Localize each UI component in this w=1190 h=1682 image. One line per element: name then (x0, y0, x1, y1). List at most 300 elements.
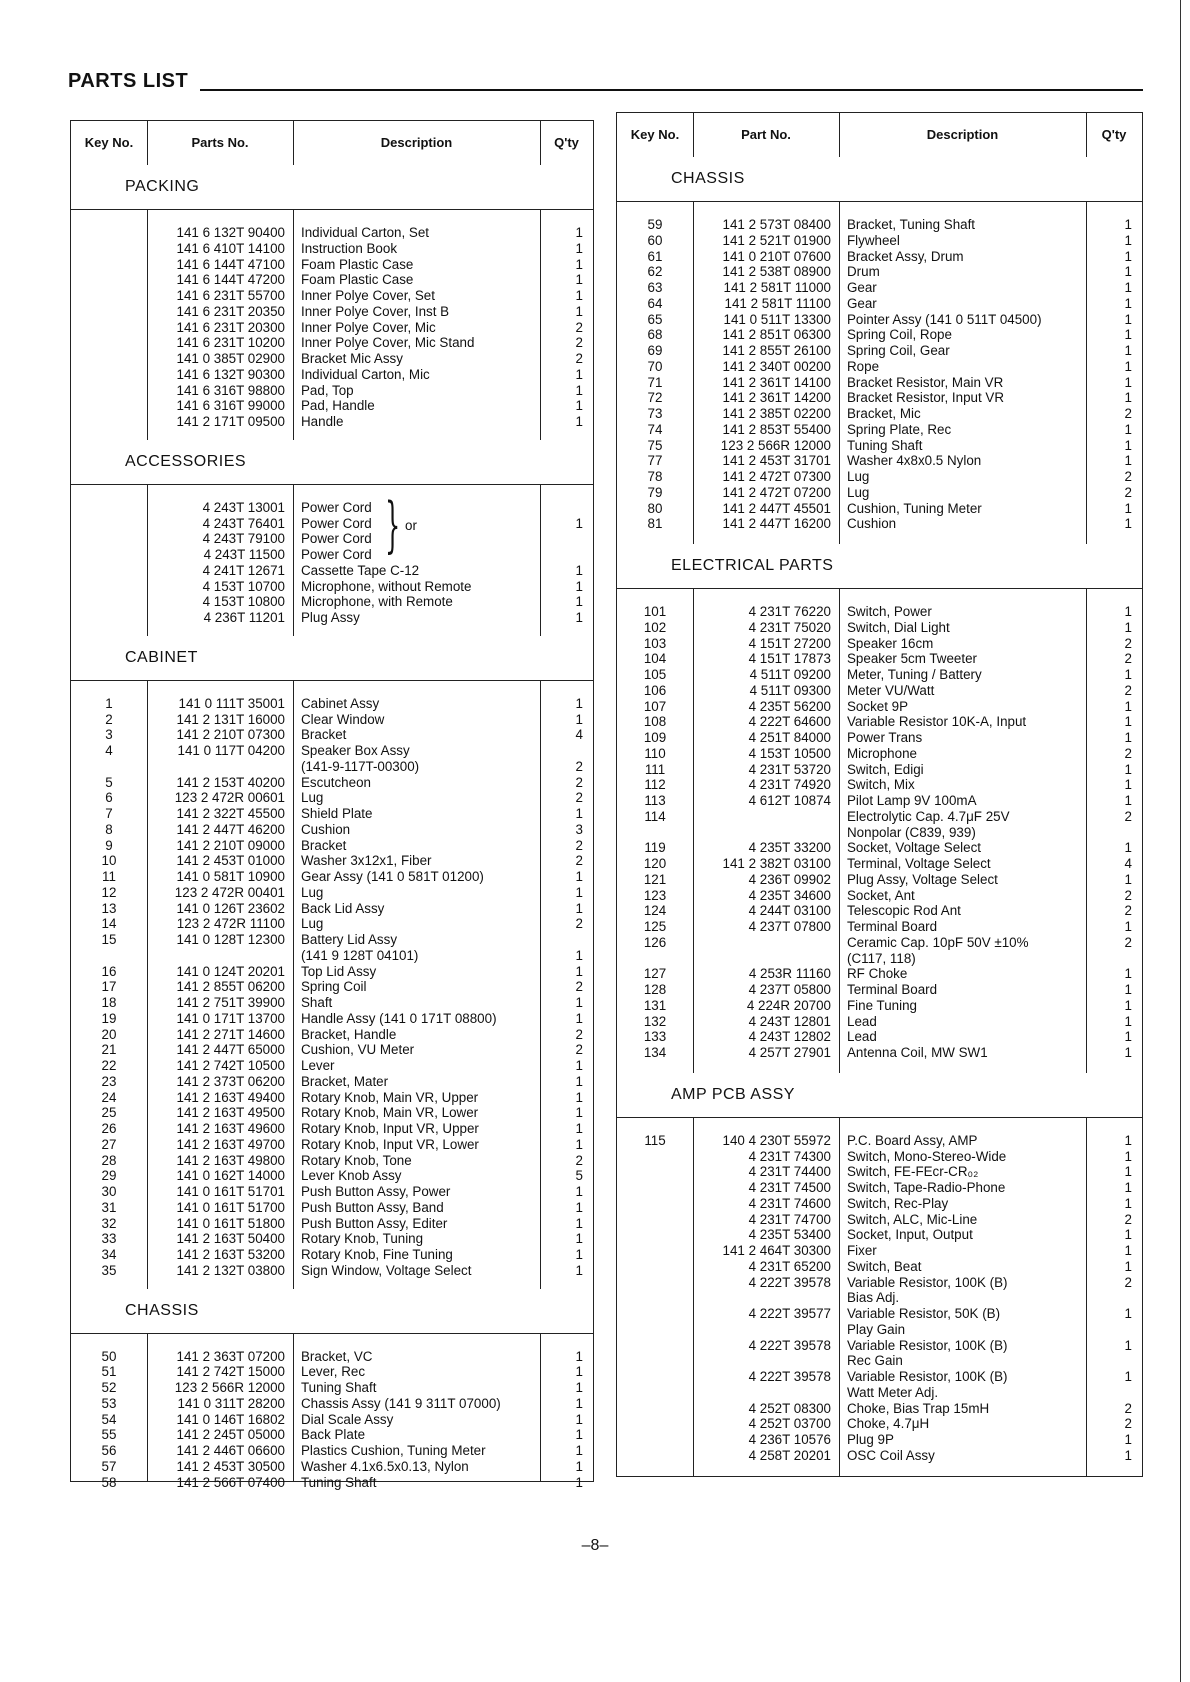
section-title-text: CHASSIS (125, 1301, 199, 1319)
quantity: 2 (575, 335, 583, 351)
part-no: 4 231T 74600 (748, 1195, 831, 1211)
section-title-text: AMP PCB ASSY (671, 1085, 795, 1103)
quantity: 1 (1124, 217, 1132, 232)
part-no: 141 2 855T 06200 (176, 979, 285, 995)
description: Microphone (847, 745, 917, 761)
quantity: 1 (1124, 1337, 1132, 1353)
part-no: 4 231T 74300 (748, 1148, 831, 1164)
quantity: 1 (575, 900, 583, 916)
right-parts-table (616, 112, 1143, 1477)
quantity: 1 (1124, 966, 1132, 982)
section-title-text: ELECTRICAL PARTS (671, 557, 834, 574)
description: Watt Meter Adj. (847, 1384, 939, 1400)
description: Meter VU/Watt (847, 682, 935, 698)
table-row (71, 547, 593, 563)
description: Variable Resistor, 100K (B) (847, 1274, 1008, 1290)
description: Inner Polye Cover, Mic Stand (301, 335, 475, 351)
section-title (71, 440, 593, 485)
description: Shield Plate (301, 806, 373, 821)
description: Rotary Knob, Main VR, Upper (301, 1089, 479, 1105)
table-row (617, 982, 1142, 998)
table-row (617, 840, 1142, 856)
quantity: 1 (1124, 1306, 1132, 1321)
description: Speaker Box Assy (301, 743, 410, 758)
part-no: 4 231T 74700 (748, 1211, 831, 1227)
description: Switch, ALC, Mic-Line (847, 1211, 978, 1227)
quantity: 1 (1124, 311, 1132, 327)
key-no: 55 (101, 1427, 117, 1443)
table-row (617, 327, 1142, 343)
part-no: 4 237T 07800 (748, 919, 831, 934)
table-row (71, 1263, 593, 1279)
description: Bracket (301, 837, 347, 853)
description: Spring Coil, Gear (847, 343, 950, 358)
key-no: 54 (101, 1411, 117, 1427)
description: Bracket (301, 727, 347, 743)
key-no: 50 (101, 1348, 117, 1364)
part-no: 141 0 111T 35001 (178, 695, 285, 711)
quantity: 2 (1124, 484, 1132, 500)
quantity: 1 (575, 1073, 583, 1089)
part-no: 141 2 171T 09500 (176, 414, 285, 429)
part-no: 141 0 161T 51701 (176, 1184, 285, 1199)
part-no: 141 2 153T 40200 (176, 774, 285, 790)
key-no: 126 (643, 934, 667, 950)
key-no: 35 (101, 1262, 117, 1278)
table-row (71, 1137, 593, 1153)
table-row (617, 516, 1142, 532)
quantity: 1 (575, 1199, 583, 1215)
part-no: 4 222T 39577 (748, 1306, 831, 1321)
table-row (71, 383, 593, 399)
part-no: 141 2 210T 09000 (176, 837, 285, 853)
table-row (71, 1247, 593, 1263)
table-row (617, 699, 1142, 715)
key-no: 106 (643, 682, 667, 698)
quantity: 2 (575, 916, 583, 932)
quantity: 2 (575, 1152, 583, 1168)
description: Lead (847, 1013, 877, 1029)
description: Handle Assy (141 0 171T 08800) (301, 1010, 497, 1026)
part-no: 141 2 210T 07300 (176, 727, 285, 743)
part-no: 141 0 161T 51700 (176, 1199, 285, 1215)
part-no: 4 236T 09902 (748, 871, 831, 887)
key-no: 28 (101, 1152, 117, 1168)
part-no: 140 4 230T 55972 (722, 1132, 831, 1148)
table-row (71, 500, 593, 516)
description: Back Lid Assy (301, 900, 385, 916)
part-no: 141 2 453T 31701 (722, 453, 831, 469)
table-row (617, 1164, 1142, 1180)
table-row (71, 398, 593, 414)
table-row (617, 1416, 1142, 1432)
description: Tuning Shaft (301, 1380, 377, 1395)
quantity: 1 (1124, 1164, 1132, 1180)
quantity: 1 (1124, 1258, 1132, 1274)
header-desc: Description (380, 135, 453, 150)
section-title (71, 636, 593, 681)
description: Bias Adj. (847, 1290, 900, 1306)
key-no: 51 (101, 1364, 117, 1380)
quantity: 2 (575, 853, 583, 869)
description: Inner Polye Cover, Set (301, 288, 435, 303)
quantity: 1 (575, 1443, 583, 1458)
description: Foam Plastic Case (301, 272, 414, 288)
description: Switch, Power (847, 604, 932, 619)
table-row (617, 1212, 1142, 1228)
quantity: 3 (575, 821, 583, 837)
quantity: 1 (575, 963, 583, 979)
quantity: 1 (1124, 604, 1132, 619)
description: Choke, 4.7μH (847, 1416, 930, 1432)
part-no: 4 231T 74920 (748, 777, 831, 793)
description: Rotary Knob, Fine Tuning (301, 1247, 453, 1262)
key-no: 10 (101, 853, 117, 869)
table-row (617, 1196, 1142, 1212)
quantity: 2 (575, 758, 583, 774)
table-row (71, 1168, 593, 1184)
table-row (617, 1385, 1142, 1401)
table-row (617, 1432, 1142, 1448)
key-no: 114 (644, 808, 666, 824)
description: Individual Carton, Mic (301, 366, 430, 382)
description: Rotary Knob, Tone (301, 1152, 412, 1168)
quantity: 4 (1124, 856, 1132, 871)
part-no: 4 153T 10700 (202, 578, 285, 594)
quantity: 1 (1124, 619, 1132, 635)
table-row (617, 264, 1142, 280)
quantity: 1 (1124, 730, 1132, 745)
quantity: 1 (575, 695, 583, 711)
section-title (71, 1289, 593, 1334)
table-row (617, 312, 1142, 328)
key-no: 65 (647, 311, 663, 327)
table-row (617, 1401, 1142, 1417)
table-row (71, 351, 593, 367)
description: Escutcheon (301, 774, 371, 790)
section-title-text: CABINET (125, 648, 198, 666)
table-row (71, 916, 593, 932)
key-no: 128 (643, 982, 667, 997)
quantity: 2 (575, 774, 583, 790)
part-no: 141 0 128T 12300 (176, 932, 285, 947)
key-no: 105 (643, 667, 667, 682)
table-row (71, 1216, 593, 1232)
quantity: 2 (1124, 934, 1132, 950)
quantity: 1 (1124, 1243, 1132, 1258)
table-row (71, 1443, 593, 1459)
key-no: 18 (101, 995, 117, 1010)
quantity: 1 (1124, 453, 1132, 469)
table-row (71, 948, 593, 964)
quantity: 1 (575, 1411, 583, 1427)
quantity: 1 (575, 1247, 583, 1262)
description: Terminal Board (847, 982, 938, 997)
part-no: 4 235T 33200 (748, 840, 831, 856)
quantity: 1 (575, 578, 583, 594)
table-row (617, 280, 1142, 296)
description: Switch, FE-FEcr-CR₀₂ (847, 1164, 979, 1180)
table-row (71, 1027, 593, 1043)
table-row (617, 1306, 1142, 1322)
quantity: 2 (1124, 903, 1132, 919)
table-row (71, 579, 593, 595)
description: Rec Gain (847, 1353, 903, 1369)
part-no: 4 258T 20201 (748, 1447, 831, 1463)
table-row (617, 1275, 1142, 1291)
description: Washer 3x12x1, Fiber (301, 853, 432, 869)
description: Bracket, Mic (847, 406, 921, 421)
part-no: 141 0 210T 07600 (722, 248, 831, 264)
table-row (71, 853, 593, 869)
description: Battery Lid Assy (301, 932, 398, 947)
description: Drum (847, 264, 880, 280)
quantity: 1 (1124, 919, 1132, 934)
quantity: 1 (575, 995, 583, 1010)
table-row (71, 1121, 593, 1137)
part-no: 141 2 751T 39900 (176, 995, 285, 1010)
part-no: 4 231T 65200 (748, 1258, 831, 1274)
description: Inner Polye Cover, Inst B (301, 303, 450, 319)
key-no: 131 (643, 997, 667, 1013)
key-no: 107 (643, 698, 667, 714)
table-row (617, 1180, 1142, 1196)
table-row (71, 414, 593, 430)
table-row (71, 838, 593, 854)
quantity: 1 (575, 272, 583, 288)
table-row (617, 469, 1142, 485)
part-no: 141 2 340T 00200 (722, 358, 831, 374)
table-row (617, 1133, 1142, 1149)
quantity: 2 (1124, 1400, 1132, 1416)
quantity: 1 (575, 711, 583, 727)
description: Ceramic Cap. 10pF 50V ±10% (847, 934, 1029, 950)
part-no: 141 2 742T 10500 (176, 1058, 285, 1073)
key-no: 1 (105, 695, 113, 711)
table-row (617, 1259, 1142, 1275)
description: Instruction Book (301, 240, 398, 256)
part-no: 4 612T 10874 (748, 793, 831, 808)
key-no: 73 (647, 406, 663, 421)
quantity: 1 (1124, 1045, 1132, 1060)
quantity: 1 (575, 1215, 583, 1231)
part-no: 141 0 162T 14000 (176, 1168, 285, 1184)
key-no: 17 (101, 979, 117, 995)
key-no: 72 (647, 390, 663, 406)
header-key: Key No. (630, 127, 680, 142)
table-row (71, 1459, 593, 1475)
table-row (617, 1448, 1142, 1464)
quantity: 2 (575, 979, 583, 995)
part-no: 4 222T 39578 (748, 1337, 831, 1353)
quantity: 1 (575, 256, 583, 272)
table-row (617, 485, 1142, 501)
quantity: 1 (575, 225, 583, 240)
part-no: 141 2 163T 49500 (176, 1105, 285, 1121)
header-part: Part No. (741, 127, 791, 142)
section-title (617, 157, 1142, 202)
description: Electrolytic Cap. 4.7μF 25V (847, 808, 1010, 824)
description: Switch, Edigi (847, 761, 924, 777)
description: Spring Coil (301, 979, 367, 995)
part-no: 141 6 144T 47100 (176, 256, 285, 272)
quantity: 2 (1124, 651, 1132, 667)
table-row (617, 217, 1142, 233)
section-title-text: ACCESSORIES (125, 452, 247, 470)
key-no: 68 (647, 327, 663, 343)
description: Rope (847, 358, 880, 374)
quantity: 2 (1124, 406, 1132, 421)
table-row (71, 257, 593, 273)
key-no: 14 (101, 916, 117, 932)
description: Cassette Tape C-12 (301, 562, 420, 578)
quantity: 1 (1124, 390, 1132, 406)
part-no: 141 2 132T 03800 (176, 1262, 285, 1278)
description: Lug (301, 916, 324, 932)
description: Back Plate (301, 1427, 366, 1443)
key-no: 2 (105, 711, 113, 727)
quantity: 1 (1124, 248, 1132, 264)
part-no: 4 222T 39578 (748, 1274, 831, 1290)
quantity: 1 (575, 884, 583, 900)
part-no: 141 0 161T 51800 (176, 1215, 285, 1231)
quantity: 1 (1124, 516, 1132, 532)
table-row (617, 966, 1142, 982)
quantity: 1 (575, 303, 583, 319)
table-row (71, 822, 593, 838)
quantity: 1 (575, 1089, 583, 1105)
part-no: 4 253R 11160 (748, 966, 831, 982)
table-header (617, 113, 1142, 158)
key-no: 125 (643, 919, 667, 934)
table-row (617, 872, 1142, 888)
table-row (617, 1014, 1142, 1030)
part-no: 141 2 521T 01900 (722, 232, 831, 248)
table-row (71, 1200, 593, 1216)
description: Power Cord (301, 547, 372, 562)
key-no: 104 (643, 651, 667, 667)
part-no: 141 2 385T 02200 (722, 406, 831, 421)
description: Push Button Assy, Band (301, 1199, 444, 1215)
part-no: 141 2 472T 07300 (722, 469, 831, 484)
quantity: 1 (575, 1105, 583, 1121)
table-row (71, 320, 593, 336)
key-no: 61 (647, 248, 663, 264)
table-row (617, 422, 1142, 438)
quantity: 1 (1124, 358, 1132, 374)
table-row (617, 359, 1142, 375)
part-no: 4 235T 56200 (748, 698, 831, 714)
quantity: 2 (1124, 745, 1132, 761)
table-row (617, 453, 1142, 469)
key-no: 133 (643, 1029, 667, 1045)
table-row (71, 335, 593, 351)
quantity: 1 (575, 1184, 583, 1199)
description: Plug Assy, Voltage Select (847, 871, 998, 887)
quantity: 1 (575, 1010, 583, 1026)
part-no: 141 2 361T 14200 (722, 390, 831, 406)
quantity: 1 (575, 947, 583, 963)
description: Bracket Assy, Drum (847, 248, 964, 264)
quantity: 2 (575, 351, 583, 366)
part-no: 141 2 163T 49600 (176, 1121, 285, 1136)
key-no: 115 (644, 1132, 666, 1148)
quantity: 1 (575, 1427, 583, 1443)
description: Rotary Knob, Main VR, Lower (301, 1105, 479, 1121)
part-no: 141 2 447T 45501 (722, 500, 831, 516)
part-no: 4 243T 79100 (202, 531, 285, 547)
quantity: 2 (1124, 1416, 1132, 1432)
table-row (617, 998, 1142, 1014)
description: Pilot Lamp 9V 100mA (847, 793, 977, 808)
part-no: 141 2 855T 26100 (722, 343, 831, 358)
part-no: 141 6 316T 99000 (176, 398, 285, 414)
part-no: 123 2 472R 00601 (174, 790, 285, 806)
key-no: 111 (644, 761, 666, 777)
description: Lever, Rec (301, 1364, 366, 1380)
key-no: 34 (101, 1247, 117, 1262)
description: Gear (847, 280, 877, 295)
part-no: 141 6 410T 14100 (176, 240, 285, 256)
key-no: 77 (647, 453, 663, 469)
part-no: 141 2 853T 55400 (722, 421, 831, 437)
table-row (71, 901, 593, 917)
table-row (617, 1338, 1142, 1354)
key-no: 19 (101, 1010, 117, 1026)
quantity: 2 (1124, 635, 1132, 651)
table-row (617, 730, 1142, 746)
description: Power Cord (301, 515, 372, 531)
description: Power Trans (847, 730, 923, 745)
part-no: 141 2 566T 07400 (176, 1474, 285, 1490)
description: Lug (301, 790, 324, 806)
part-no: 141 0 146T 16802 (176, 1411, 285, 1427)
section-title (617, 1073, 1142, 1118)
table-row (71, 288, 593, 304)
quantity: 1 (1124, 667, 1132, 682)
key-no: 11 (102, 869, 116, 884)
key-no: 78 (647, 469, 663, 484)
table-row (71, 1427, 593, 1443)
part-no: 123 2 472R 11100 (176, 916, 285, 932)
description: Play Gain (847, 1321, 906, 1337)
description: OSC Coil Assy (847, 1447, 935, 1463)
quantity: 1 (1124, 698, 1132, 714)
description: Terminal Board (847, 919, 938, 934)
description: (141-9-117T-00300) (301, 758, 420, 774)
section-title (617, 544, 1142, 589)
description: (141 9 128T 04101) (301, 947, 419, 963)
part-no: 141 2 464T 30300 (722, 1243, 831, 1258)
key-no: 134 (643, 1045, 667, 1060)
description: Speaker 16cm (847, 635, 934, 651)
description: Power Cord (301, 531, 372, 547)
header-qty: Q'ty (554, 135, 579, 150)
part-no: 141 2 581T 11100 (724, 295, 831, 311)
key-no: 101 (643, 604, 667, 619)
table-row (71, 610, 593, 626)
quantity: 1 (1124, 840, 1132, 856)
part-no: 141 6 316T 98800 (176, 382, 285, 398)
table-row (617, 438, 1142, 454)
part-no: 141 0 511T 13300 (723, 311, 831, 327)
key-no: 110 (644, 745, 666, 761)
quantity: 2 (1124, 1211, 1132, 1227)
key-no: 26 (101, 1121, 117, 1136)
key-no: 121 (643, 871, 667, 887)
title-row (68, 70, 1143, 96)
table-row (617, 667, 1142, 683)
